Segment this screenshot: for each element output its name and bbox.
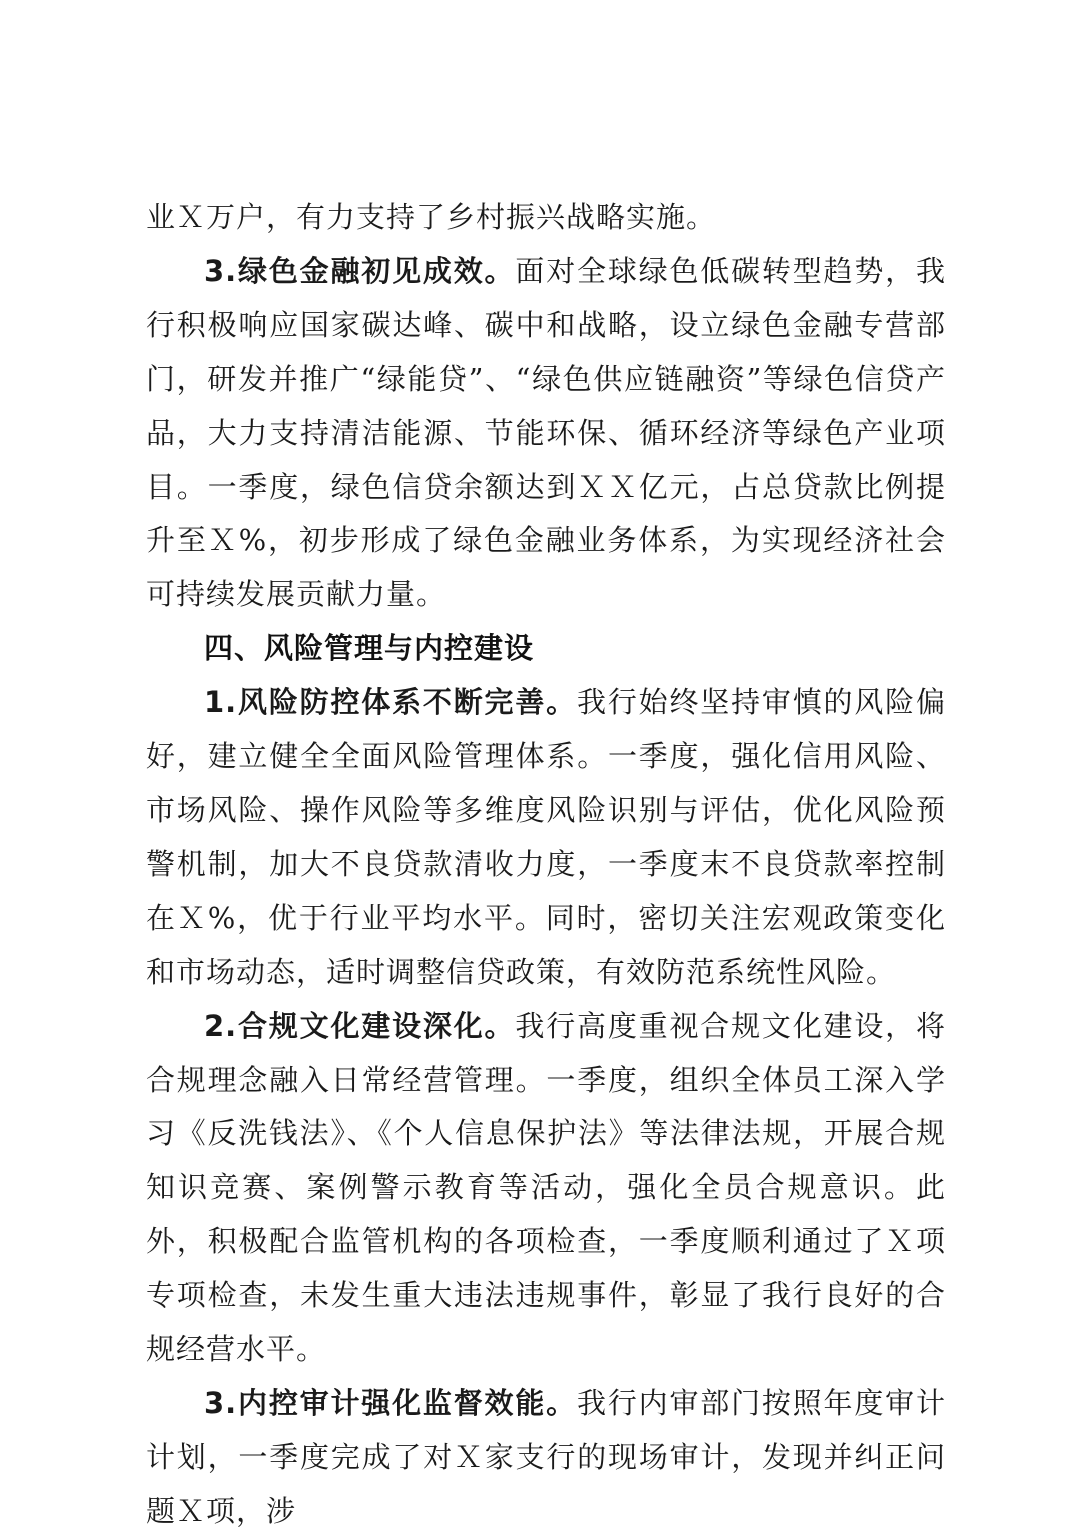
paragraph-text: 业Ｘ万户，有力支持了乡村振兴战略实施。 bbox=[146, 200, 717, 234]
paragraph-compliance-culture bbox=[146, 1000, 946, 1377]
paragraph-lead: 1.风险防控体系不断完善。 bbox=[204, 685, 577, 720]
paragraph-internal-audit bbox=[146, 1377, 946, 1539]
paragraph-risk-control bbox=[146, 676, 946, 999]
paragraph-text: 我行内审部门按照年度审计计划，一季度完成了对Ｘ家支行的现场审计，发现并纠正问题Ｘ项，涉 bbox=[146, 1385, 946, 1528]
paragraph-green-finance bbox=[146, 245, 946, 622]
continuation-paragraph bbox=[146, 191, 946, 245]
paragraph-text: 我行高度重视合规文化建设，将合规理念融入日常经营管理。一季度，组织全体员工深入学习《反洗钱法》、《个人信息保护法》等法律法规，开展合规知识竞赛、案例警示教育等活动，强化全员合规意识。此外，积极配合监管机构的各项检查，一季度顺利通过了Ｘ项专项检查，未发生重大违法违规事件，彰显了我行良好的合规经营水平。 bbox=[146, 1008, 946, 1367]
document-body bbox=[146, 191, 946, 1539]
paragraph-lead: 3.绿色金融初见成效。 bbox=[204, 253, 516, 288]
paragraph-lead: 3.内控审计强化监督效能。 bbox=[204, 1385, 577, 1420]
section-heading: 四、风险管理与内控建设 bbox=[204, 631, 535, 666]
paragraph-lead: 2.合规文化建设深化。 bbox=[204, 1008, 516, 1043]
paragraph-text: 面对全球绿色低碳转型趋势，我行积极响应国家碳达峰、碳中和战略，设立绿色金融专营部门，研发并推广“绿能贷”、“绿色供应链融资”等绿色信贷产品，大力支持清洁能源、节能环保、循环经济等绿色产业项目。一季度，绿色信贷余额达到ＸＸ亿元，占总贷款比例提升至Ｘ%，初步形成了绿色金融业务体系，为实现经济社会可持续发展贡献力量。 bbox=[146, 253, 946, 612]
paragraph-text: 我行始终坚持审慎的风险偏好，建立健全全面风险管理体系。一季度，强化信用风险、市场风险、操作风险等多维度风险识别与评估，优化风险预警机制，加大不良贷款清收力度，一季度末不良贷款率控制在Ｘ%，优于行业平均水平。同时，密切关注宏观政策变化和市场动态，适时调整信贷政策，有效防范系统性风险。 bbox=[146, 685, 946, 989]
